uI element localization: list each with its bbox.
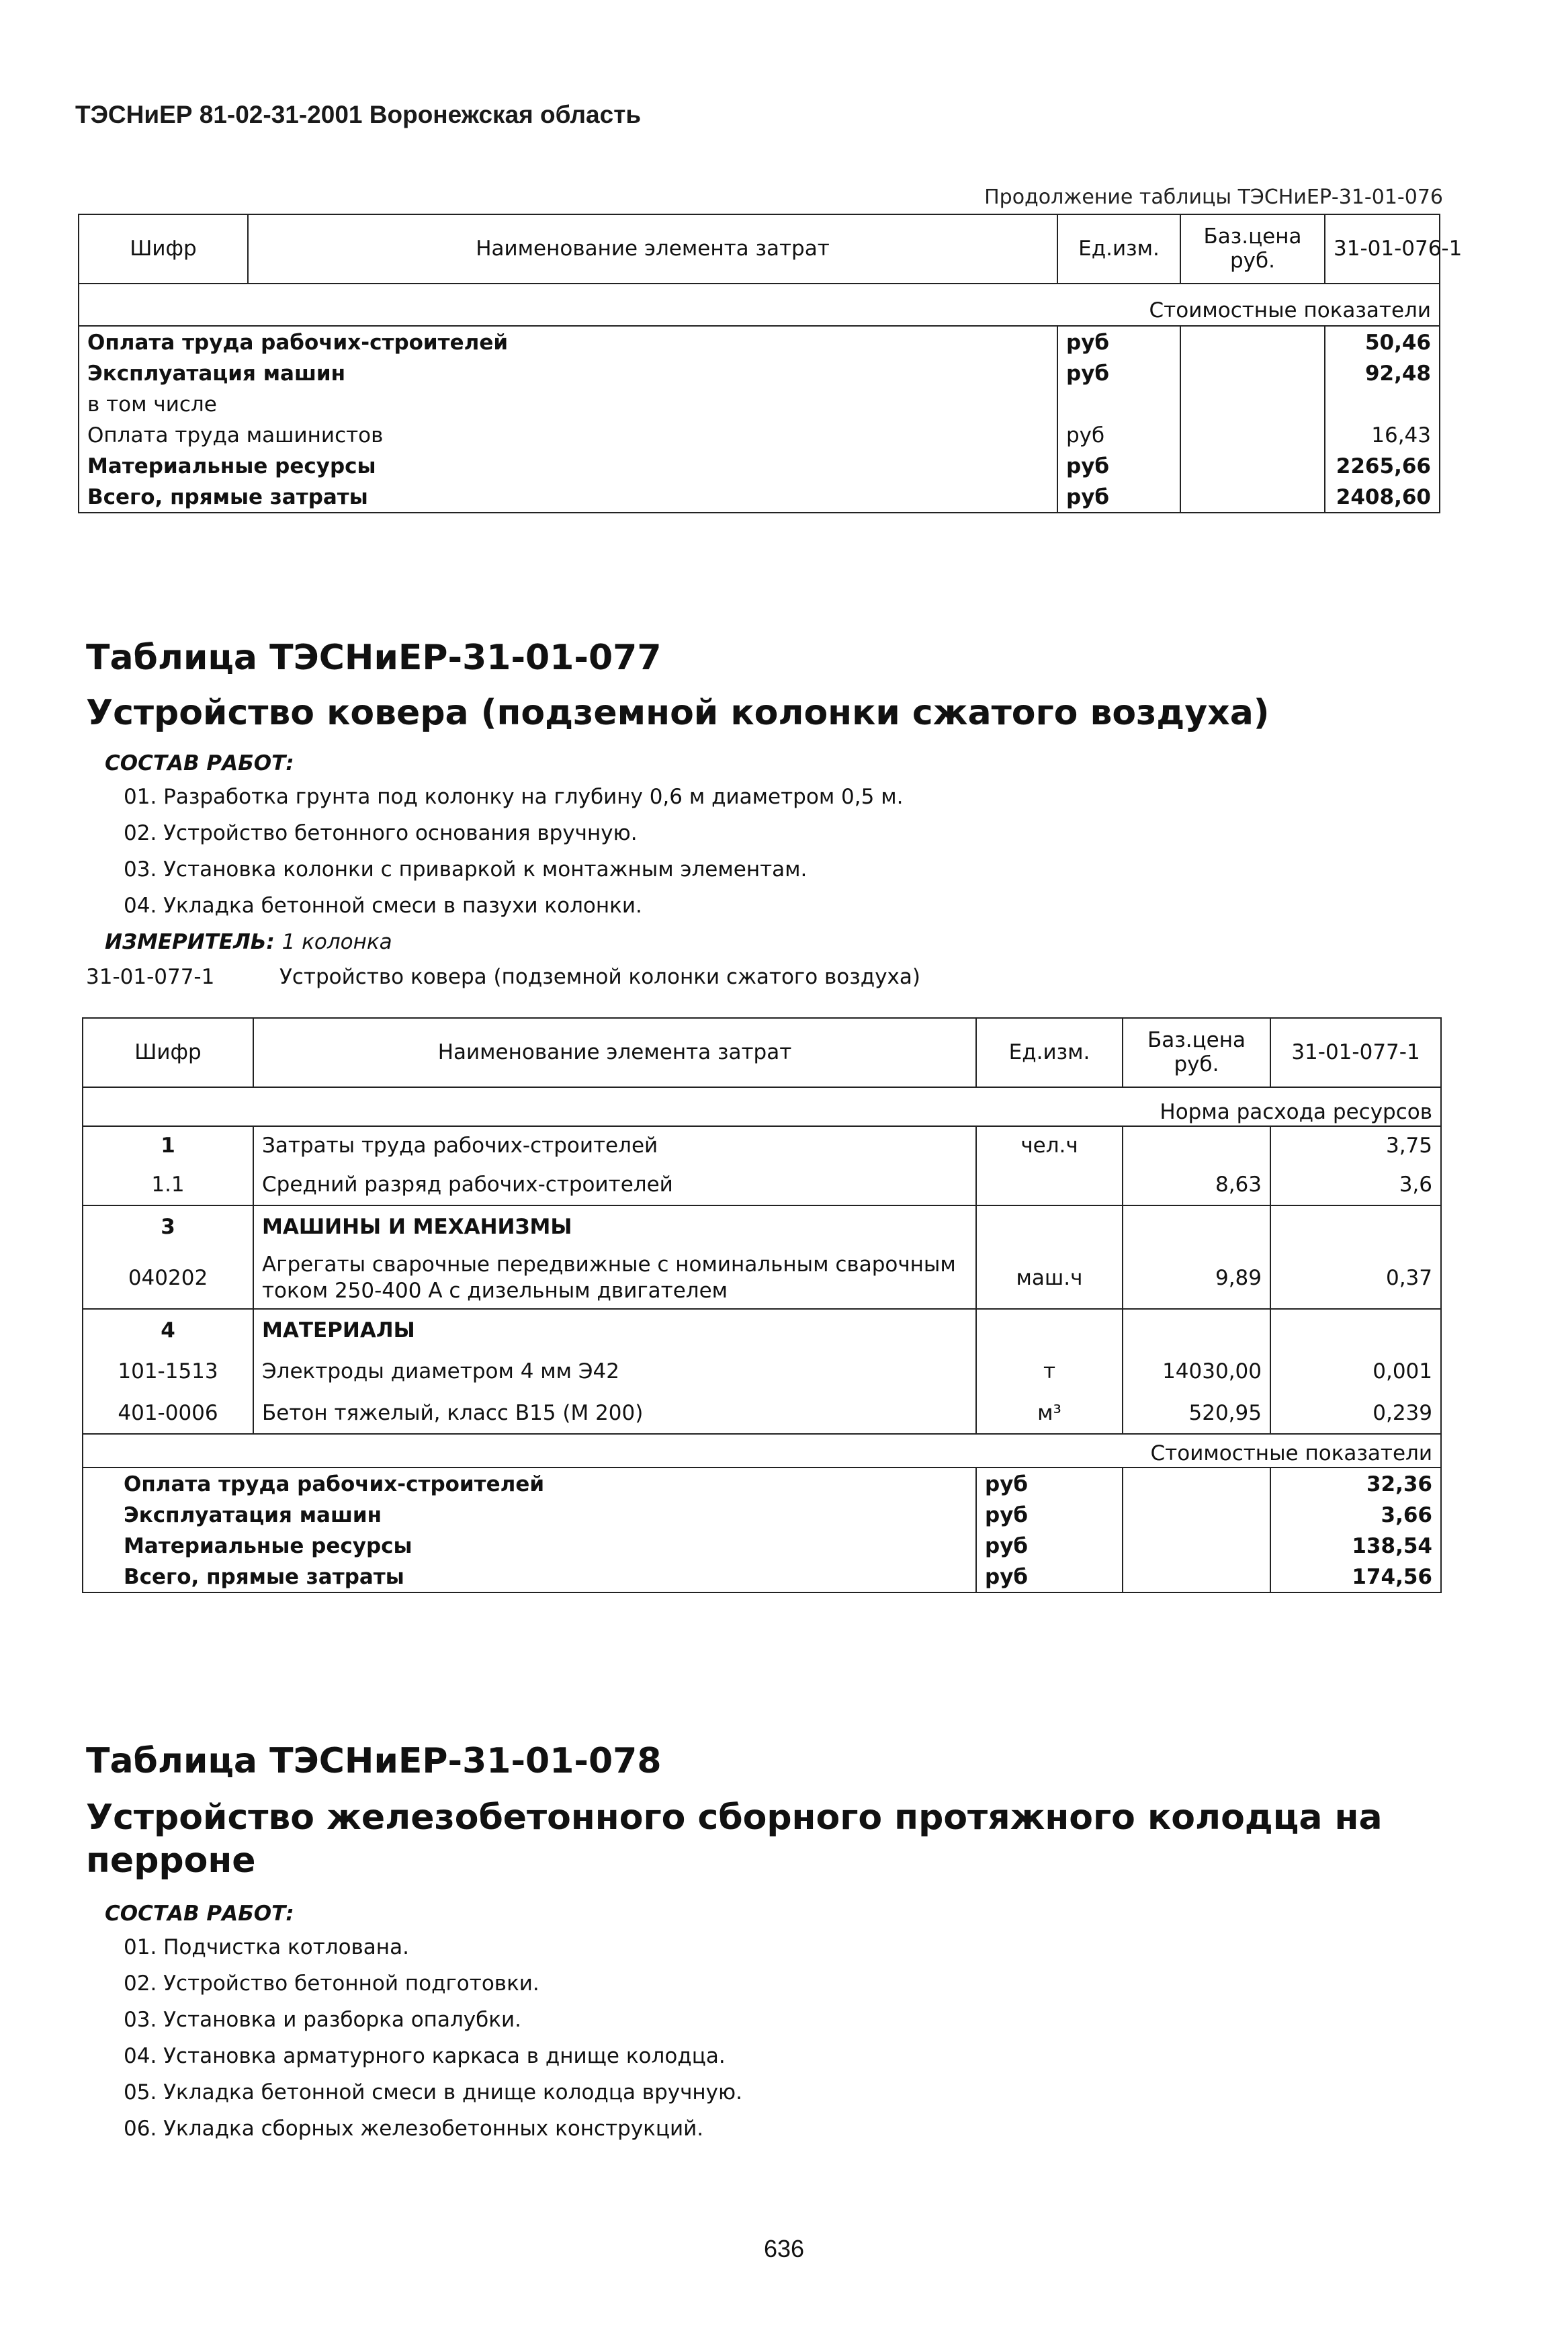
table-row bbox=[79, 326, 1440, 358]
code-line-text: Устройство ковера (подземной колонки сжатого воздуха) bbox=[279, 965, 920, 989]
resource-value: 3,75 bbox=[1270, 1126, 1441, 1164]
work-item: 01. Разработка грунта под колонку на глубину 0,6 м диаметром 0,5 м. bbox=[124, 785, 904, 809]
continuation-caption: Продолжение таблицы ТЭСНиЕР-31-01-076 bbox=[984, 185, 1443, 209]
table-row bbox=[83, 1351, 1441, 1392]
cost-name: Материальные ресурсы bbox=[83, 1531, 976, 1562]
column-header: 31-01-076-1 bbox=[1325, 214, 1440, 284]
table-row bbox=[79, 451, 1440, 482]
work-item: 04. Укладка бетонной смеси в пазухи колонки. bbox=[124, 894, 642, 918]
table-subtitle-line2: перроне bbox=[86, 1840, 256, 1881]
cost-name: Оплата труда рабочих-строителей bbox=[83, 1468, 976, 1500]
resource-price: 8,63 bbox=[1123, 1164, 1270, 1205]
column-header: Наименование элемента затрат bbox=[253, 1018, 976, 1087]
cost-value: 3,66 bbox=[1270, 1500, 1441, 1531]
work-item: 05. Укладка бетонной смеси в днище колодца вручную. bbox=[124, 2080, 742, 2104]
table-row bbox=[83, 1205, 1441, 1247]
resource-value: 0,239 bbox=[1270, 1392, 1441, 1434]
resource-name: Затраты труда рабочих-строителей bbox=[253, 1126, 976, 1164]
resources-table-077 bbox=[82, 1017, 1442, 1593]
resource-price: 9,89 bbox=[1123, 1247, 1270, 1309]
work-item: 06. Укладка сборных железобетонных конструкций. bbox=[124, 2117, 704, 2141]
table-row bbox=[79, 420, 1440, 451]
measure-line bbox=[105, 930, 392, 954]
table-row bbox=[83, 1562, 1441, 1592]
cost-name: Оплата труда машинистов bbox=[79, 420, 1057, 451]
resource-unit bbox=[976, 1164, 1123, 1205]
column-header: Баз.цена руб. bbox=[1123, 1018, 1270, 1087]
page-number: 636 bbox=[763, 2235, 805, 2262]
cost-value: 16,43 bbox=[1325, 420, 1440, 451]
resource-code: 040202 bbox=[83, 1247, 253, 1309]
cost-name: Эксплуатация машин bbox=[79, 358, 1057, 389]
cost-name: Оплата труда рабочих-строителей bbox=[79, 326, 1057, 358]
cost-name: Всего, прямые затраты bbox=[79, 482, 1057, 513]
column-header: Баз.цена руб. bbox=[1180, 214, 1325, 284]
table-header-row bbox=[79, 214, 1440, 284]
work-item: 02. Устройство бетонного основания вручную. bbox=[124, 821, 638, 845]
column-header: Шифр bbox=[83, 1018, 253, 1087]
cost-value: 92,48 bbox=[1325, 358, 1440, 389]
resource-code: 1.1 bbox=[83, 1164, 253, 1205]
cost-name: Всего, прямые затраты bbox=[83, 1562, 976, 1592]
column-header: Ед.изм. bbox=[976, 1018, 1123, 1087]
resource-unit: чел.ч bbox=[976, 1126, 1123, 1164]
column-header: Шифр bbox=[79, 214, 248, 284]
table-row bbox=[83, 1309, 1441, 1351]
code-line-code: 31-01-077-1 bbox=[86, 965, 215, 989]
cost-value: 2408,60 bbox=[1325, 482, 1440, 513]
cost-value: 50,46 bbox=[1325, 326, 1440, 358]
resource-name: Бетон тяжелый, класс В15 (М 200) bbox=[253, 1392, 976, 1434]
cost-unit: руб bbox=[1057, 482, 1180, 513]
resource-code: 4 bbox=[83, 1309, 253, 1351]
document-header: ТЭСНиЕР 81-02-31-2001 Воронежская область bbox=[75, 101, 642, 128]
resource-name: МАТЕРИАЛЫ bbox=[253, 1309, 976, 1351]
column-header: Ед.изм. bbox=[1057, 214, 1180, 284]
measure-label: ИЗМЕРИТЕЛЬ: bbox=[105, 930, 275, 954]
table-row bbox=[83, 1531, 1441, 1562]
table-subtitle-line1: Устройство железобетонного сборного протяжного колодца на bbox=[86, 1797, 1383, 1838]
work-item: 03. Установка колонки с приваркой к монтажным элементам. bbox=[124, 857, 808, 882]
column-header: Наименование элемента затрат bbox=[248, 214, 1057, 284]
resource-code: 3 bbox=[83, 1205, 253, 1247]
works-label: СОСТАВ РАБОТ: bbox=[105, 1902, 294, 1926]
cost-value: 138,54 bbox=[1270, 1531, 1441, 1562]
cost-unit: руб bbox=[976, 1468, 1123, 1500]
table-row bbox=[79, 482, 1440, 513]
measure-value: 1 колонка bbox=[281, 930, 392, 954]
resource-value: 0,001 bbox=[1270, 1351, 1441, 1392]
resource-name: МАШИНЫ И МЕХАНИЗМЫ bbox=[253, 1205, 976, 1247]
resource-code: 1 bbox=[83, 1126, 253, 1164]
resource-code: 401-0006 bbox=[83, 1392, 253, 1434]
table-row bbox=[83, 1468, 1441, 1500]
cost-indicators-label: Стоимостные показатели bbox=[79, 284, 1440, 326]
cost-name: Эксплуатация машин bbox=[83, 1500, 976, 1531]
resource-value: 3,6 bbox=[1270, 1164, 1441, 1205]
resource-name: Электроды диаметром 4 мм Э42 bbox=[253, 1351, 976, 1392]
work-item: 03. Установка и разборка опалубки. bbox=[124, 2008, 521, 2032]
table-subheader-row bbox=[83, 1087, 1441, 1126]
resource-unit: м³ bbox=[976, 1392, 1123, 1434]
cost-value: 174,56 bbox=[1270, 1562, 1441, 1592]
resource-value: 0,37 bbox=[1270, 1247, 1441, 1309]
cost-unit: руб bbox=[976, 1531, 1123, 1562]
resource-price bbox=[1123, 1126, 1270, 1164]
column-header: 31-01-077-1 bbox=[1270, 1018, 1441, 1087]
cost-unit: руб bbox=[976, 1500, 1123, 1531]
work-item: 02. Устройство бетонной подготовки. bbox=[124, 1971, 539, 1996]
table-subheader-row bbox=[83, 1434, 1441, 1468]
resource-code: 101-1513 bbox=[83, 1351, 253, 1392]
cost-value: 2265,66 bbox=[1325, 451, 1440, 482]
norm-header: Норма расхода ресурсов bbox=[83, 1087, 1441, 1126]
table-row bbox=[83, 1392, 1441, 1434]
table-row bbox=[79, 389, 1440, 420]
cost-unit: руб bbox=[1057, 358, 1180, 389]
cost-unit bbox=[1057, 389, 1180, 420]
cost-unit: руб bbox=[1057, 420, 1180, 451]
cost-name: в том числе bbox=[79, 389, 1057, 420]
cost-value: 32,36 bbox=[1270, 1468, 1441, 1500]
table-row bbox=[83, 1500, 1441, 1531]
resource-name: Агрегаты сварочные передвижные с номинальным сварочным током 250-400 А с дизельным двигателем bbox=[253, 1247, 976, 1309]
work-item: 01. Подчистка котлована. bbox=[124, 1935, 409, 1959]
cost-unit: руб bbox=[1057, 326, 1180, 358]
table-header-row bbox=[83, 1018, 1441, 1087]
cost-unit: руб bbox=[1057, 451, 1180, 482]
cost-indicators-label: Стоимостные показатели bbox=[83, 1434, 1441, 1468]
cost-unit: руб bbox=[976, 1562, 1123, 1592]
resource-name: Средний разряд рабочих-строителей bbox=[253, 1164, 976, 1205]
work-item: 04. Установка арматурного каркаса в днище колодца. bbox=[124, 2044, 726, 2068]
table-row bbox=[83, 1126, 1441, 1164]
resource-price: 520,95 bbox=[1123, 1392, 1270, 1434]
table-subheader-row bbox=[79, 284, 1440, 326]
table-subtitle: Устройство ковера (подземной колонки сжатого воздуха) bbox=[86, 693, 1270, 733]
resource-price: 14030,00 bbox=[1123, 1351, 1270, 1392]
table-title: Таблица ТЭСНиЕР-31-01-078 bbox=[86, 1741, 662, 1781]
works-label: СОСТАВ РАБОТ: bbox=[105, 751, 294, 775]
resource-unit: маш.ч bbox=[976, 1247, 1123, 1309]
table-row bbox=[79, 358, 1440, 389]
continuation-table bbox=[78, 214, 1463, 513]
table-title: Таблица ТЭСНиЕР-31-01-077 bbox=[86, 638, 662, 678]
cost-name: Материальные ресурсы bbox=[79, 451, 1057, 482]
table-row bbox=[83, 1164, 1441, 1205]
table-row bbox=[83, 1247, 1441, 1309]
cost-value bbox=[1325, 389, 1440, 420]
resource-unit: т bbox=[976, 1351, 1123, 1392]
